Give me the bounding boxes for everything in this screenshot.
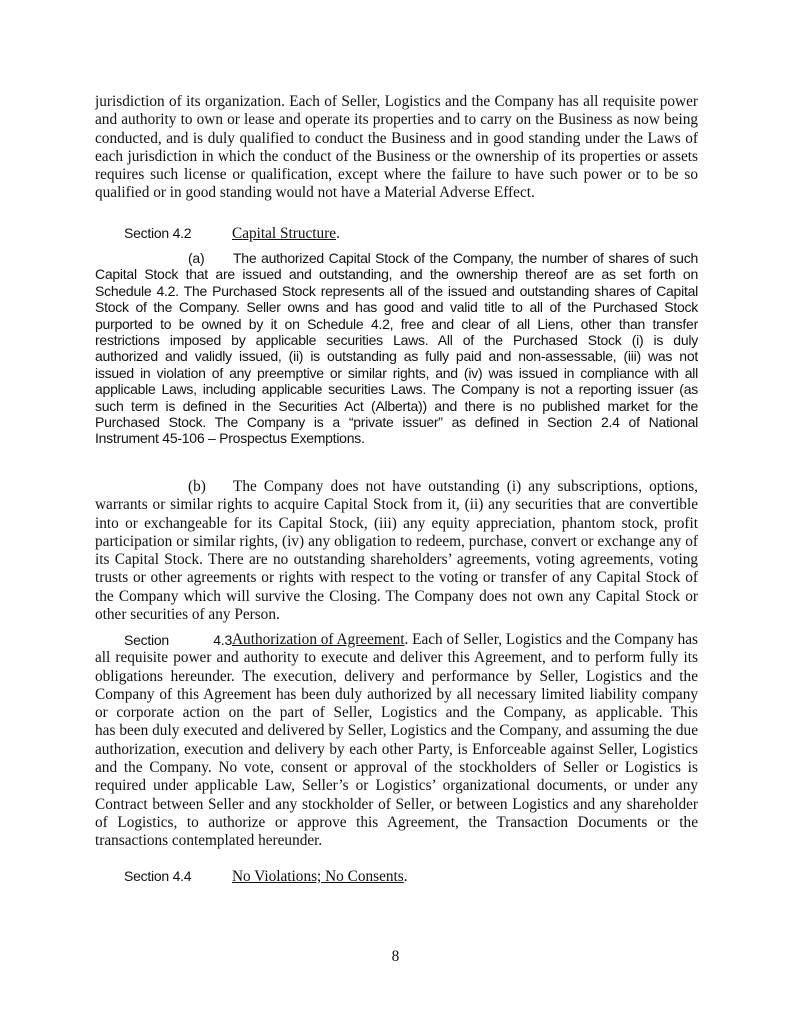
section-4-3-heading [95,631,698,649]
section-label: Section 4.3 [124,632,232,648]
text-line [95,348,698,364]
text-line [95,184,698,202]
line-text: such term is defined in the Securities Act (Alberta)) and there is no published market for the [95,397,698,414]
line-text: issued in violation of any preemptive or similar rights, and (iv) was issued in compliance with all [95,364,698,381]
text-line [95,283,698,299]
line-text: warrants or similar rights to acquire Capital Stock from it, (ii) any securities that are convertible [95,496,698,514]
line-text: authorized and validly issued, (ii) is outstanding as fully paid and non-assessable, (iii) was not [95,348,698,365]
page-number: 8 [391,948,400,965]
line-text: the Company which will survive the Closing. The Company does not own any Capital Stock or [95,587,698,605]
section-4-4-heading [95,867,698,885]
text-line [95,250,698,266]
section-punct: . [336,225,340,242]
section-4-2-heading [95,224,698,242]
text-line [95,668,698,686]
line-text: requires such license or qualification, except where the failure to have such power or to be so [95,166,698,184]
line-text: each jurisdiction in which the conduct of the Business or the ownership of its properties or assets [95,147,698,165]
line-text: Schedule 4.2. The Purchased Stock represents all of the issued and outstanding shares of Capital [95,282,698,299]
paragraph-organization [95,93,698,203]
text-line [95,551,698,569]
line-text: Company of this Agreement has been duly authorized by all necessary limited liability company [95,685,698,703]
text-line [95,266,698,282]
line-text: jurisdiction of its organization. Each of Seller, Logistics and the Company has all requisite power [95,93,698,110]
line-text: restrictions imposed by applicable securities Laws. All of the Purchased Stock (i) is duly [95,331,698,348]
text-line [95,130,698,148]
line-text: participation or similar rights, (iv) any obligation to redeem, purchase, convert or exchange any of [95,532,698,550]
paragraph-4-2-a [95,250,698,447]
line-text: trusts or other agreements or rights with respect to the voting or transfer of any Capital Stock of [95,569,698,587]
line-text: qualified or in good standing would not have a Material Adverse Effect. [95,184,535,202]
subsection-label: (b) [188,478,206,495]
text-line [95,777,698,795]
line-text: Purchased Stock. The Company is a “private issuer” as defined in Section 2.4 of National [95,413,698,430]
text-line [95,398,698,414]
text-line [95,299,698,315]
line-text: authorization, execution and delivery by each other Party, is Enforceable against Seller, Logistics [95,740,698,758]
text-line [95,741,698,759]
line-text: has been duly executed and delivered by Seller, Logistics and the Company, and assuming the due [95,722,698,740]
text-line [95,316,698,332]
text-line [95,478,698,496]
section-title: Authorization of Agreement [232,631,405,648]
line-text: required under applicable Law, Seller’s or Logistics’ organizational documents, or under any [95,777,698,795]
paragraph-4-2-b [95,478,698,624]
line-text: Contract between Seller and any stockholder of Seller, or between Logistics and any shareholder [95,795,698,813]
line-text: its Capital Stock. There are no outstanding shareholders’ agreements, voting agreements, voting [95,551,698,569]
section-punct: . [403,868,408,885]
text-line [95,759,698,777]
text-line [95,722,698,740]
text-line [95,381,698,397]
text-line [95,515,698,533]
line-text: conducted, and is duly qualified to conduct the Business and in good standing under the Laws of [95,129,698,147]
text-line [95,704,698,722]
text-line [95,166,698,184]
text-line [95,686,698,704]
line-text: obligations hereunder. The execution, delivery and performance by Seller, Logistics and the [95,667,698,685]
text-line [95,832,698,850]
text-line [95,496,698,514]
line-text: The authorized Capital Stock of the Company, the number of shares of such [233,250,698,266]
text-line [95,111,698,129]
text-line [95,93,698,111]
line-text: all requisite power and authority to execute and deliver this Agreement, and to perform fully its [95,649,698,667]
text-line [95,365,698,381]
line-text: purported to be owned by it on Schedule 4.2, free and clear of all Liens, other than transfer [95,315,698,332]
section-label: Section 4.2 [124,225,192,241]
line-text: transactions contemplated hereunder. [95,832,323,850]
text-line [95,588,698,606]
line-text: Capital Stock that are issued and outstanding, and the ownership thereof are as set forth on [95,266,698,283]
line-text: Instrument 45-106 – Prospectus Exemptions. [95,430,365,447]
line-text: . Each of Seller, Logistics and the Company has [404,631,698,648]
line-text: Stock of the Company. Seller owns and has good and valid title to all of the Purchased Stock [95,299,698,316]
text-line [95,430,698,446]
text-line [95,533,698,551]
section-title: Capital Structure [232,225,337,242]
line-text: into or exchangeable for its Capital Stock, (iii) any equity appreciation, phantom stock, profit [95,514,698,532]
line-text: The Company does not have outstanding (i) any subscriptions, options, [233,478,698,495]
section-title: No Violations; No Consents [232,868,404,885]
line-text: of Logistics, to authorize or approve this Agreement, the Transaction Documents or the [95,813,698,831]
line-text: or corporate action on the part of Seller, Logistics and the Company, as applicable. This [95,704,698,722]
text-line [95,414,698,430]
line-text: other securities of any Person. [95,606,280,624]
line-text: and authority to own or lease and operate its properties and to carry on the Business as now being [95,111,698,129]
text-line [95,569,698,587]
text-line [95,148,698,166]
line-text: applicable Laws, including applicable securities Laws. The Company is not a reporting issuer (as [95,381,698,398]
subsection-label: (a) [188,250,205,266]
text-line [95,814,698,832]
text-line [95,332,698,348]
section-4-3 [95,631,698,851]
section-label: Section 4.4 [124,868,192,884]
text-line [95,649,698,667]
text-line [95,606,698,624]
line-text: and the Company. No vote, consent or approval of the stockholders of Seller or Logistics is [95,759,698,777]
text-line [95,796,698,814]
